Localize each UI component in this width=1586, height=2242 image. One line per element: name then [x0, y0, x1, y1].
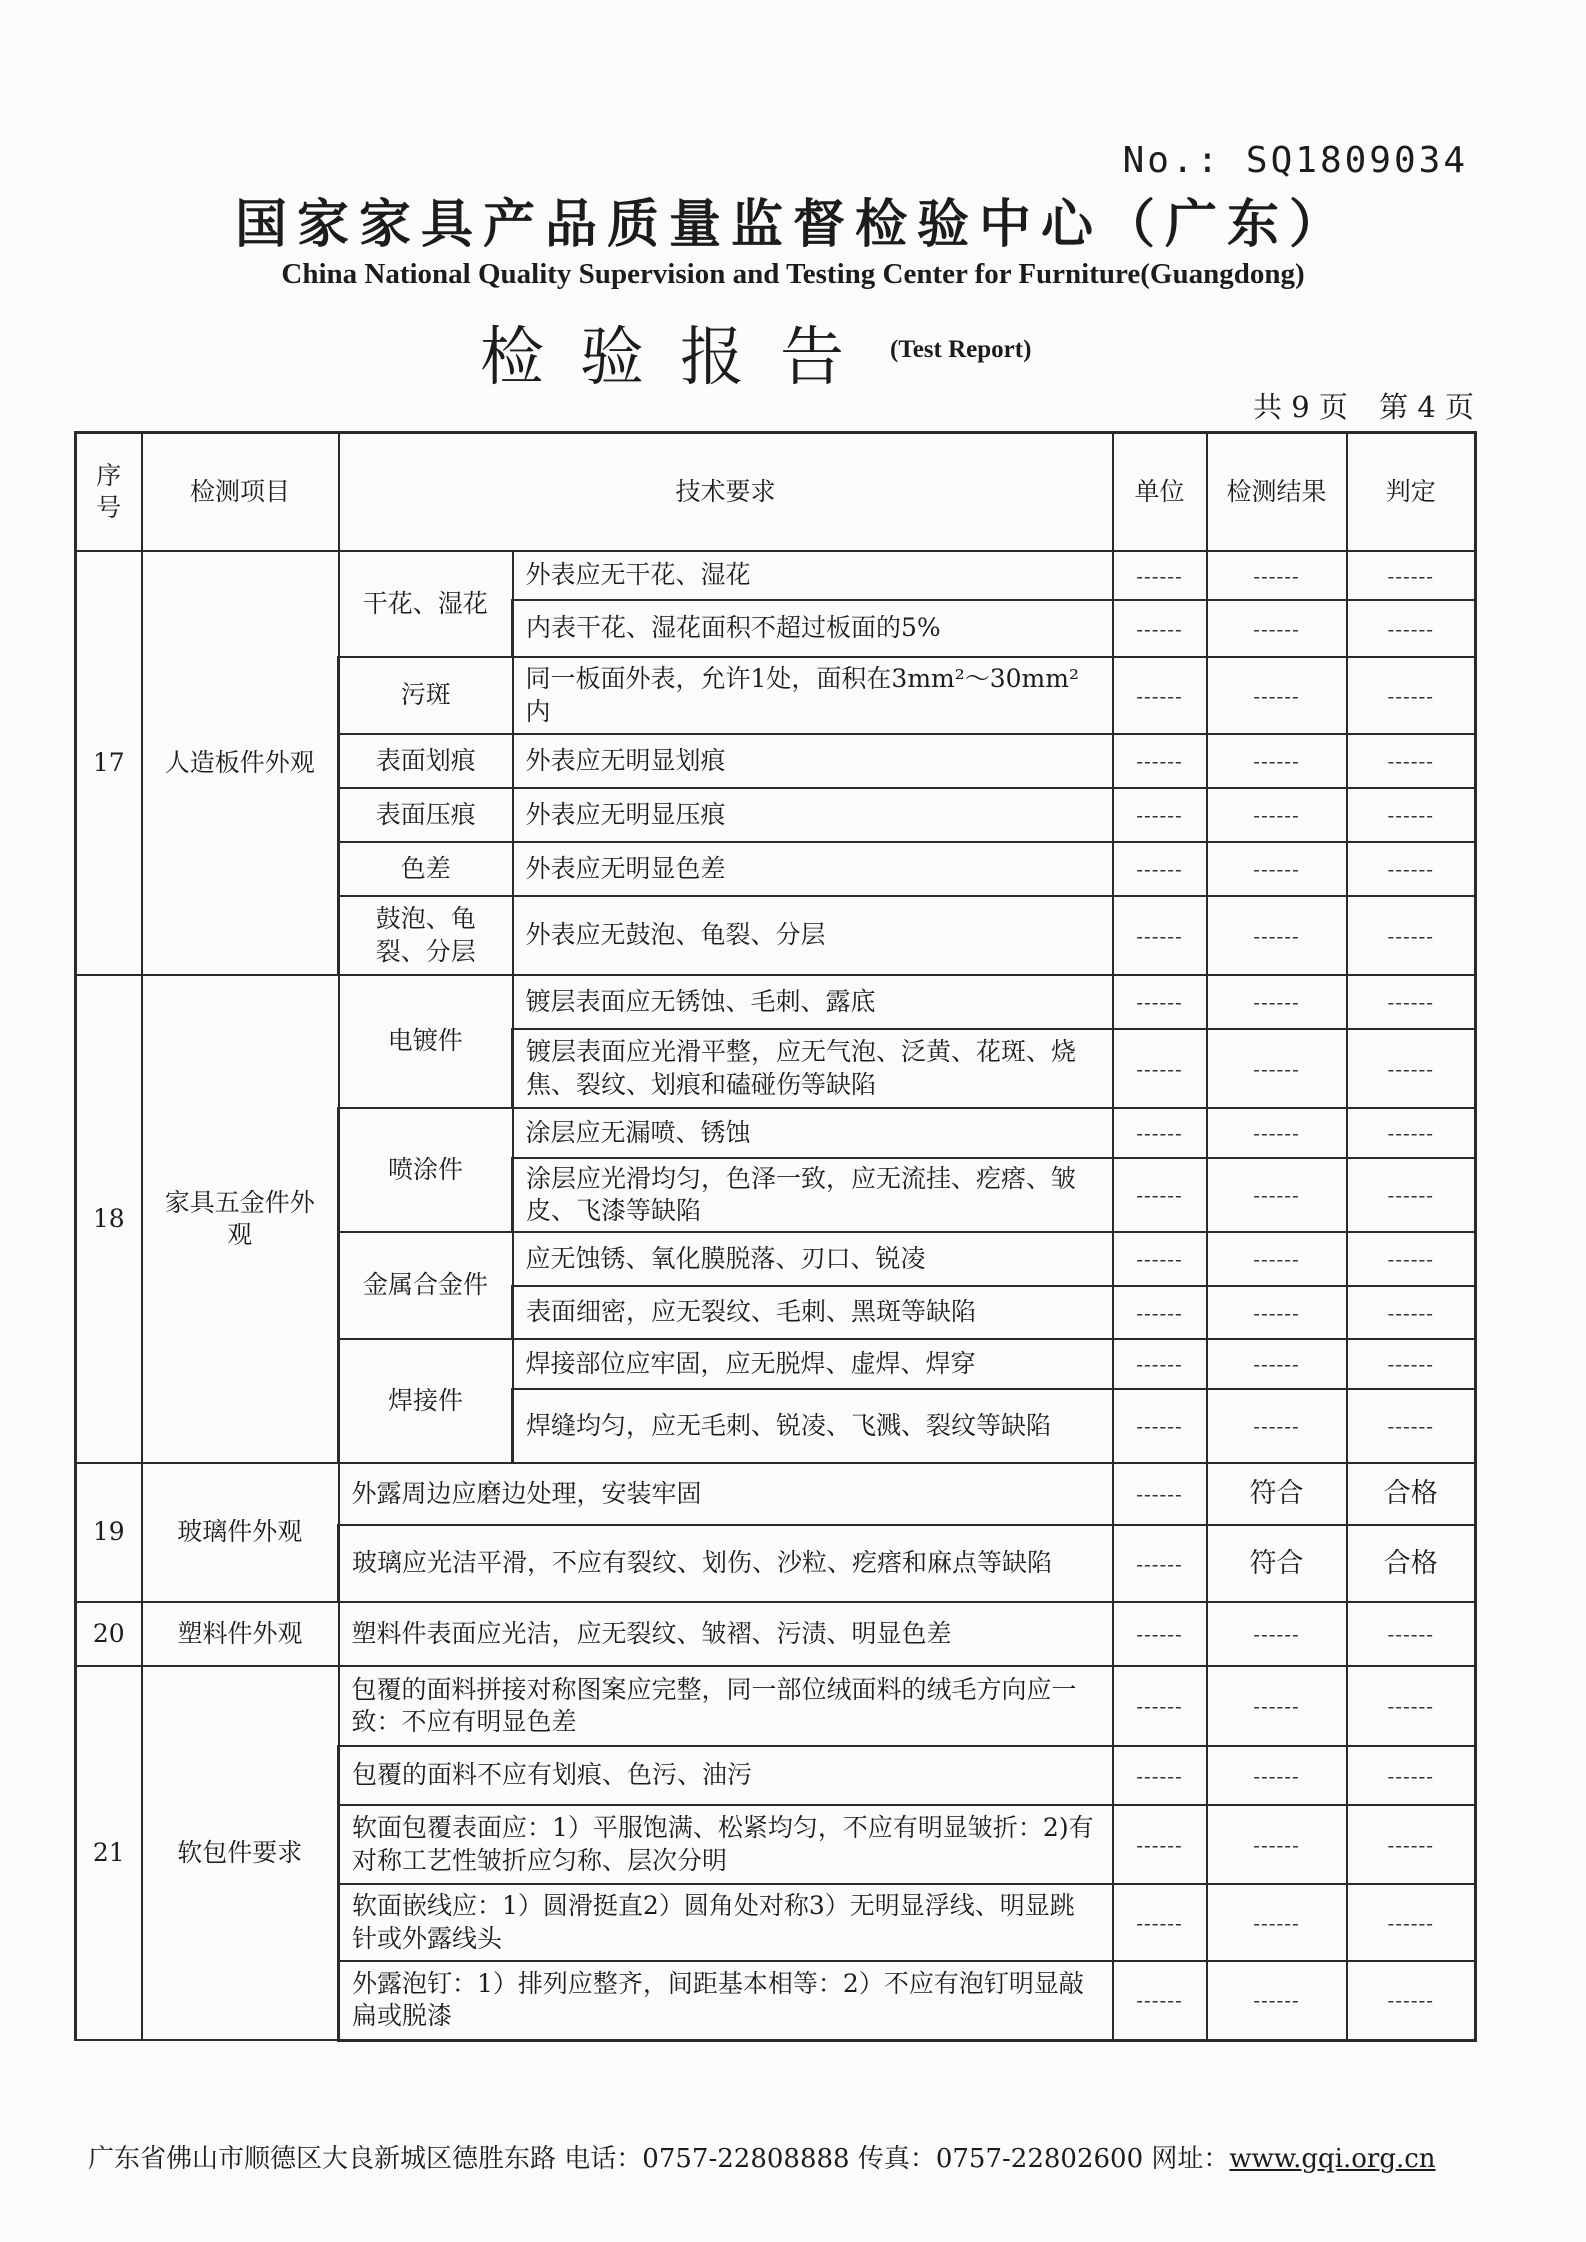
judgement-cell: ------	[1347, 1339, 1476, 1389]
judgement-cell: ------	[1347, 1666, 1476, 1746]
unit-cell: ------	[1113, 1525, 1207, 1602]
unit-cell: ------	[1113, 975, 1207, 1029]
table-row	[76, 975, 1476, 1029]
subitem-cell: 金属合金件	[339, 1232, 513, 1339]
unit-cell: ------	[1113, 1389, 1207, 1463]
requirement-cell: 表面细密，应无裂纹、毛刺、黑斑等缺陷	[513, 1286, 1113, 1339]
judgement-cell: ------	[1347, 842, 1476, 896]
table-row	[76, 1602, 1476, 1666]
result-cell: ------	[1207, 1884, 1347, 1961]
current-page: 第 4 页	[1379, 390, 1474, 424]
footer-phone: 电话：0757-22808888	[564, 2144, 850, 2174]
requirement-cell: 外表应无明显划痕	[513, 734, 1113, 788]
item-cell: 塑料件外观	[142, 1602, 339, 1666]
judgement-cell: ------	[1347, 551, 1476, 600]
unit-cell: ------	[1113, 1158, 1207, 1232]
seq-cell: 18	[76, 975, 142, 1463]
result-cell: ------	[1207, 1746, 1347, 1805]
judgement-cell: ------	[1347, 1389, 1476, 1463]
judgement-cell: ------	[1347, 1961, 1476, 2040]
result-cell: ------	[1207, 1286, 1347, 1339]
subitem-cell: 干花、湿花	[339, 551, 513, 657]
subitem-cell: 色差	[339, 842, 513, 896]
unit-cell: ------	[1113, 1108, 1207, 1158]
unit-cell: ------	[1113, 1805, 1207, 1884]
item-cell: 软包件要求	[142, 1666, 339, 2040]
result-cell: ------	[1207, 896, 1347, 975]
seq-cell: 17	[76, 551, 142, 975]
seq-cell: 21	[76, 1666, 142, 2040]
requirement-cell: 玻璃应光洁平滑，不应有裂纹、划伤、沙粒、疙瘩和麻点等缺陷	[339, 1525, 1113, 1602]
result-cell: ------	[1207, 1602, 1347, 1666]
judgement-cell: ------	[1347, 600, 1476, 657]
table-row	[76, 1463, 1476, 1525]
judgement-cell: ------	[1347, 896, 1476, 975]
subitem-cell: 焊接件	[339, 1339, 513, 1463]
result-cell: ------	[1207, 1232, 1347, 1286]
subitem-cell: 表面压痕	[339, 788, 513, 842]
footer-address: 广东省佛山市顺德区大良新城区德胜东路	[88, 2144, 557, 2174]
requirement-cell: 软面包覆表面应：1）平服饱满、松紧均匀，不应有明显皱折：2)有对称工艺性皱折应匀称、层次分明	[339, 1805, 1113, 1884]
item-cell: 玻璃件外观	[142, 1463, 339, 1602]
center-name-cn: 国家家具产品质量监督检验中心（广东）	[234, 194, 1351, 255]
item-cell: 家具五金件外观	[142, 975, 339, 1463]
requirement-cell: 软面嵌线应：1）圆滑挺直2）圆角处对称3）无明显浮线、明显跳针或外露线头	[339, 1884, 1113, 1961]
unit-cell: ------	[1113, 657, 1207, 734]
unit-cell: ------	[1113, 1666, 1207, 1746]
requirement-cell: 涂层应无漏喷、锈蚀	[513, 1108, 1113, 1158]
result-cell: ------	[1207, 657, 1347, 734]
requirement-cell: 外露泡钉：1）排列应整齐，间距基本相等：2）不应有泡钉明显敲扁或脱漆	[339, 1961, 1113, 2040]
requirement-cell: 焊接部位应牢固，应无脱焊、虚焊、焊穿	[513, 1339, 1113, 1389]
result-cell: ------	[1207, 1961, 1347, 2040]
judgement-cell: ------	[1347, 1805, 1476, 1884]
requirement-cell: 焊缝均匀，应无毛刺、锐凌、飞溅、裂纹等缺陷	[513, 1389, 1113, 1463]
unit-cell: ------	[1113, 551, 1207, 600]
judgement-cell: ------	[1347, 1158, 1476, 1232]
unit-cell: ------	[1113, 842, 1207, 896]
header-unit: 单位	[1113, 433, 1207, 552]
subitem-cell: 电镀件	[339, 975, 513, 1108]
judgement-cell: ------	[1347, 1029, 1476, 1108]
judgement-cell: ------	[1347, 1108, 1476, 1158]
requirement-cell: 同一板面外表，允许1处，面积在3mm²～30mm²内	[513, 657, 1113, 734]
subitem-cell: 鼓泡、龟裂、分层	[339, 896, 513, 975]
requirement-cell: 镀层表面应无锈蚀、毛刺、露底	[513, 975, 1113, 1029]
footer-fax: 传真：0757-22802600	[857, 2144, 1144, 2174]
judgement-cell: ------	[1347, 1286, 1476, 1339]
result-cell: ------	[1207, 1805, 1347, 1884]
requirement-cell: 包覆的面料不应有划痕、色污、油污	[339, 1746, 1113, 1805]
report-number: No.: SQ1809034	[1122, 140, 1468, 181]
result-cell: ------	[1207, 1029, 1347, 1108]
judgement-cell: ------	[1347, 734, 1476, 788]
requirement-cell: 内表干花、湿花面积不超过板面的5%	[513, 600, 1113, 657]
requirement-cell: 外表应无干花、湿花	[513, 551, 1113, 600]
seq-cell: 19	[76, 1463, 142, 1602]
result-cell: ------	[1207, 788, 1347, 842]
unit-cell: ------	[1113, 788, 1207, 842]
requirement-cell: 涂层应光滑均匀，色泽一致，应无流挂、疙瘩、皱皮、飞漆等缺陷	[513, 1158, 1113, 1232]
table-row	[76, 1666, 1476, 1746]
unit-cell: ------	[1113, 1339, 1207, 1389]
judgement-cell: ------	[1347, 1602, 1476, 1666]
result-cell: ------	[1207, 1158, 1347, 1232]
requirement-cell: 镀层表面应光滑平整，应无气泡、泛黄、花斑、烧焦、裂纹、划痕和磕碰伤等缺陷	[513, 1029, 1113, 1108]
unit-cell: ------	[1113, 896, 1207, 975]
result-cell: ------	[1207, 1666, 1347, 1746]
unit-cell: ------	[1113, 1602, 1207, 1666]
report-title: 检验报告	[480, 321, 880, 395]
result-cell: ------	[1207, 551, 1347, 600]
result-cell: ------	[1207, 600, 1347, 657]
requirement-cell: 外表应无明显压痕	[513, 788, 1113, 842]
judgement-cell: ------	[1347, 1232, 1476, 1286]
footer	[88, 2138, 1436, 2175]
test-report-table	[74, 431, 1477, 2042]
result-cell: ------	[1207, 734, 1347, 788]
item-cell: 人造板件外观	[142, 551, 339, 975]
table-row	[76, 551, 1476, 600]
requirement-cell: 包覆的面料拼接对称图案应完整，同一部位绒面料的绒毛方向应一致：不应有明显色差	[339, 1666, 1113, 1746]
subitem-cell: 污斑	[339, 657, 513, 734]
unit-cell: ------	[1113, 600, 1207, 657]
footer-website-link[interactable]: www.gqi.org.cn	[1229, 2144, 1436, 2174]
footer-web-label: 网址：	[1151, 2144, 1230, 2174]
result-cell: 符合	[1207, 1525, 1347, 1602]
table-header-row	[76, 433, 1476, 552]
header-seq: 序号	[76, 433, 142, 552]
unit-cell: ------	[1113, 1286, 1207, 1339]
unit-cell: ------	[1113, 1746, 1207, 1805]
requirement-cell: 外表应无鼓泡、龟裂、分层	[513, 896, 1113, 975]
page-info	[1231, 385, 1474, 426]
report-title-en: (Test Report)	[890, 336, 1032, 363]
subitem-cell: 表面划痕	[339, 734, 513, 788]
center-name-en: China National Quality Supervision and Testing Center for Furniture(Guangdong)	[281, 258, 1305, 290]
requirement-cell: 应无蚀锈、氧化膜脱落、刃口、锐凌	[513, 1232, 1113, 1286]
judgement-cell: ------	[1347, 1884, 1476, 1961]
unit-cell: ------	[1113, 1884, 1207, 1961]
result-cell: ------	[1207, 842, 1347, 896]
result-cell: ------	[1207, 1108, 1347, 1158]
result-cell: 符合	[1207, 1463, 1347, 1525]
judgement-cell: 合格	[1347, 1463, 1476, 1525]
unit-cell: ------	[1113, 734, 1207, 788]
judgement-cell: ------	[1347, 1746, 1476, 1805]
unit-cell: ------	[1113, 1232, 1207, 1286]
requirement-cell: 外露周边应磨边处理，安装牢固	[339, 1463, 1113, 1525]
judgement-cell: ------	[1347, 975, 1476, 1029]
subitem-cell: 喷涂件	[339, 1108, 513, 1232]
header-item: 检测项目	[142, 433, 339, 552]
judgement-cell: 合格	[1347, 1525, 1476, 1602]
judgement-cell: ------	[1347, 788, 1476, 842]
result-cell: ------	[1207, 1389, 1347, 1463]
seq-cell: 20	[76, 1602, 142, 1666]
header-judgement: 判定	[1347, 433, 1476, 552]
unit-cell: ------	[1113, 1029, 1207, 1108]
requirement-cell: 塑料件表面应光洁，应无裂纹、皱褶、污渍、明显色差	[339, 1602, 1113, 1666]
result-cell: ------	[1207, 975, 1347, 1029]
result-cell: ------	[1207, 1339, 1347, 1389]
unit-cell: ------	[1113, 1961, 1207, 2040]
header-requirement: 技术要求	[339, 433, 1113, 552]
unit-cell: ------	[1113, 1463, 1207, 1525]
total-pages: 共 9 页	[1253, 390, 1348, 424]
requirement-cell: 外表应无明显色差	[513, 842, 1113, 896]
judgement-cell: ------	[1347, 657, 1476, 734]
header-result: 检测结果	[1207, 433, 1347, 552]
